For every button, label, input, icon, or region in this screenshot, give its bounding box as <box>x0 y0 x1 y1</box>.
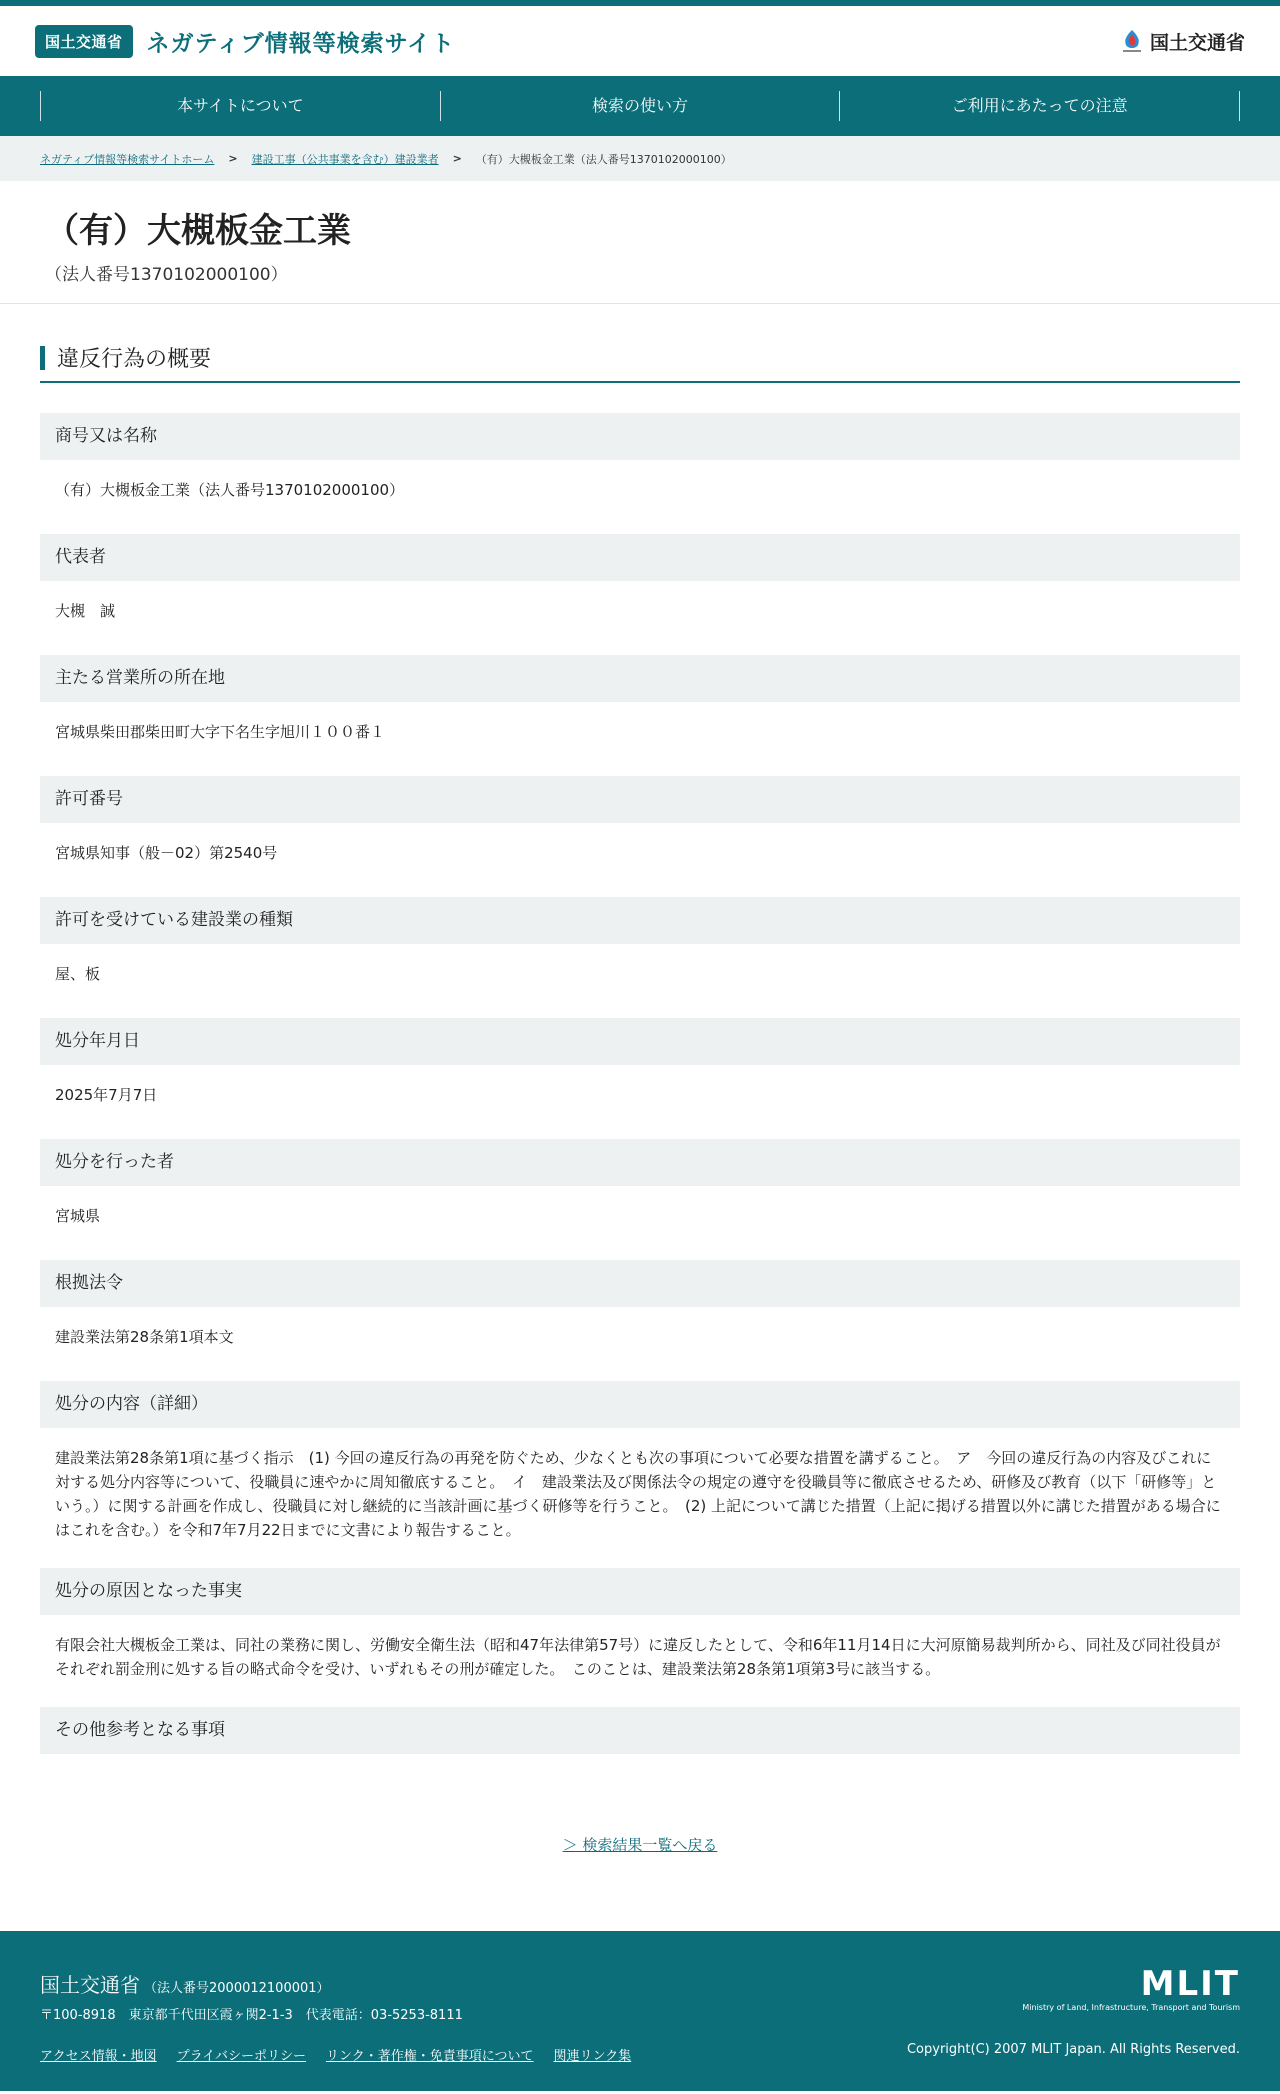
field-label-representative: 代表者 <box>40 534 1240 581</box>
breadcrumb-home[interactable]: ネガティブ情報等検索サイトホーム <box>40 152 215 166</box>
footer-org-number: （法人番号2000012100001） <box>144 1981 330 1996</box>
nav-item-notes[interactable]: ご利用にあたっての注意 <box>839 91 1240 121</box>
field-value-company-name: （有）大槻板金工業（法人番号1370102000100） <box>55 481 405 499</box>
field-value-office-address: 宮城県柴田郡柴田町大字下名生字旭川１００番１ <box>55 723 386 741</box>
footer-address: 〒100-8918 東京都千代田区霞ヶ関2-1-3 代表電話：03-5253-8111 <box>40 2008 463 2023</box>
ministry-emblem-icon <box>1120 28 1144 54</box>
back-to-results-link[interactable]: ＞ 検索結果一覧へ戻る <box>562 1836 718 1854</box>
main-content <box>0 304 1280 1931</box>
mlit-logo-subtext: Ministry of Land, Infrastructure, Transport and Tourism <box>1022 2003 1240 2012</box>
field-label-business-types: 許可を受けている建設業の種類 <box>40 897 1240 944</box>
field-value-disposition-date: 2025年7月7日 <box>55 1086 158 1104</box>
breadcrumb-separator: > <box>228 152 238 165</box>
breadcrumb-separator: > <box>452 152 462 165</box>
nav-item-how-to-search[interactable]: 検索の使い方 <box>440 91 840 121</box>
site-header <box>0 0 1280 76</box>
site-footer <box>0 1931 1280 2091</box>
site-title: ネガティブ情報等検索サイト <box>146 30 456 57</box>
field-label-disposing-authority: 処分を行った者 <box>40 1139 1240 1186</box>
footer-right <box>906 1964 1240 2057</box>
field-label-company-name: 商号又は名称 <box>40 413 1240 460</box>
field-label-disposition-date: 処分年月日 <box>40 1018 1240 1065</box>
footer-link-privacy[interactable]: プライバシーポリシー <box>176 2049 306 2064</box>
breadcrumb-current: （有）大槻板金工業（法人番号1370102000100） <box>475 152 732 166</box>
page-title-block <box>0 181 1280 304</box>
page-subtitle: （法人番号1370102000100） <box>45 265 288 285</box>
field-label-disposition-details: 処分の内容（詳細） <box>40 1381 1240 1428</box>
mlit-logo: MLIT <box>1140 1964 1240 2004</box>
section-heading <box>40 342 1240 383</box>
field-value-disposing-authority: 宮城県 <box>55 1207 101 1225</box>
footer-link-copyright[interactable]: リンク・著作権・免責事項について <box>325 2049 534 2064</box>
global-nav <box>0 76 1280 136</box>
field-label-cause-facts: 処分の原因となった事実 <box>40 1568 1240 1615</box>
field-value-representative: 大槻 誠 <box>55 602 116 620</box>
footer-link-related[interactable]: 関連リンク集 <box>553 2049 632 2064</box>
field-label-office-address: 主たる営業所の所在地 <box>40 655 1240 702</box>
field-value-cause-facts: 有限会社大槻板金工業は、同社の業務に関し、労働安全衛生法（昭和47年法律第57号）に違反したとして、令和6年11月14日に大河原簡易裁判所から、同社及び同社役員がそれぞれ罰金刑に処する旨の略式命令を受け、いずれもその刑が確定した。 このことは、建設業法第28条第1項第3号に該当する。 <box>55 1636 1221 1678</box>
field-label-legal-basis: 根拠法令 <box>40 1260 1240 1307</box>
footer-org-name: 国土交通省 <box>40 1973 140 1997</box>
ministry-name: 国土交通省 <box>1149 31 1245 54</box>
field-value-disposition-details: 建設業法第28条第1項に基づく指示 (1) 今回の違反行為の再発を防ぐため、少なくとも次の事項について必要な措置を講ずること。 ア 今回の違反行為の内容及びこれに対する処分内容等について、役職員に速やかに周知徹底すること。 イ 建設業法及び関係法令の規定の遵守を役職員等に徹底させるため、研修及び教育（以下「研修等」という。）に関する計画を作成し、役職員に対し継続的に当該計画に基づく研修等を行うこと。 (2) 上記について講じた措置（上記に掲げる措置以外に講じた措置がある場合にはこれを含む。）を令和7年7月22日までに文書により報告すること。 <box>55 1449 1221 1539</box>
field-value-license-number: 宮城県知事（般－02）第2540号 <box>55 844 278 862</box>
ministry-logo[interactable] <box>1120 28 1245 55</box>
breadcrumb-category[interactable]: 建設工事（公共事業を含む）建設業者 <box>251 152 439 166</box>
section-heading-text: 違反行為の概要 <box>57 347 212 372</box>
nav-item-about[interactable]: 本サイトについて <box>40 91 440 121</box>
page-title: （有）大槻板金工業 <box>45 211 351 251</box>
site-brand[interactable] <box>35 25 455 58</box>
heading-accent-bar <box>40 346 45 370</box>
field-value-legal-basis: 建設業法第28条第1項本文 <box>55 1328 234 1346</box>
field-label-other-notes: その他参考となる事項 <box>40 1707 1240 1754</box>
footer-link-access[interactable]: アクセス情報・地図 <box>40 2049 157 2064</box>
field-value-business-types: 屋、板 <box>55 965 101 983</box>
copyright: Copyright(C) 2007 MLIT Japan. All Rights Reserved. <box>906 2042 1240 2057</box>
back-link-wrap <box>40 1754 1240 1931</box>
breadcrumb <box>0 136 1280 181</box>
field-label-license-number: 許可番号 <box>40 776 1240 823</box>
ministry-badge: 国土交通省 <box>35 25 133 58</box>
